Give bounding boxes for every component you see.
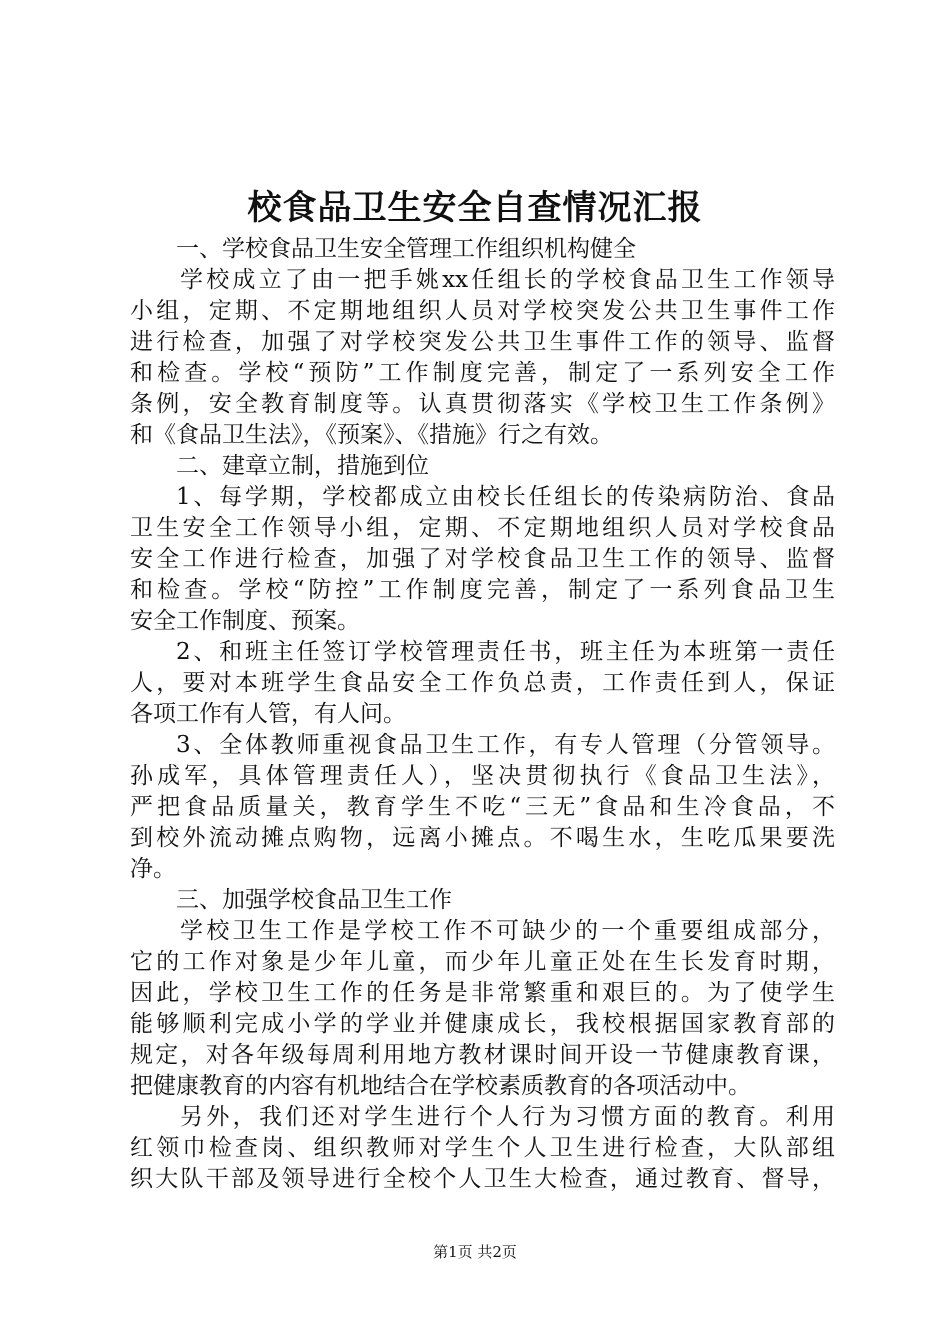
paragraph-line: 进行检查，加强了对学校突发公共卫生事件工作的领导、监督 <box>130 329 835 355</box>
paragraph-line: 和检查。学校“防控”工作制度完善，制定了一系列食品卫生 <box>130 577 835 603</box>
document-title: 校食品卫生安全自查情况汇报 <box>247 188 703 228</box>
section-heading-2: 二、建章立制，措施到位 <box>176 453 429 479</box>
page-number-footer: 第1页 共2页 <box>433 1243 517 1261</box>
paragraph-line: 人，要对本班学生食品安全工作负总责，工作责任到人，保证 <box>130 670 835 696</box>
paragraph-line: 到校外流动摊点购物，远离小摊点。不喝生水，生吃瓜果要洗 <box>130 825 835 851</box>
paragraph-line: 各项工作有人管，有人问。 <box>130 701 406 727</box>
section-heading-1: 一、学校食品卫生安全管理工作组织机构健全 <box>176 236 636 262</box>
paragraph-line: 净。 <box>130 856 176 882</box>
paragraph-line: 3、全体教师重视食品卫生工作，有专人管理（分管领导。 <box>176 732 835 758</box>
paragraph-line: 卫生安全工作领导小组，定期、不定期地组织人员对学校食品 <box>130 515 835 541</box>
paragraph-line: 学校成立了由一把手姚xx任组长的学校食品卫生工作领导 <box>180 267 835 293</box>
paragraph-line: 安全工作制度、预案。 <box>130 608 360 634</box>
paragraph-line: 它的工作对象是少年儿童，而少年儿童正处在生长发育时期， <box>130 949 835 975</box>
paragraph-line: 因此，学校卫生工作的任务是非常繁重和艰巨的。为了使学生 <box>130 980 835 1006</box>
paragraph-line: 1、每学期，学校都成立由校长任组长的传染病防治、食品 <box>176 484 835 510</box>
paragraph-line: 织大队干部及领导进行全校个人卫生大检查，通过教育、督导， <box>130 1166 835 1192</box>
paragraph-line: 红领巾检查岗、组织教师对学生个人卫生进行检查，大队部组 <box>130 1135 835 1161</box>
paragraph-line: 能够顺利完成小学的学业并健康成长，我校根据国家教育部的 <box>130 1011 835 1037</box>
paragraph-line: 学校卫生工作是学校工作不可缺少的一个重要组成部分， <box>180 918 835 944</box>
paragraph-line: 小组，定期、不定期地组织人员对学校突发公共卫生事件工作 <box>130 298 835 324</box>
paragraph-line: 孙成军，具体管理责任人），坚决贯彻执行《食品卫生法》， <box>130 763 835 789</box>
paragraph-line: 条例，安全教育制度等。认真贯彻落实《学校卫生工作条例》 <box>130 391 835 417</box>
paragraph-line: 严把食品质量关，教育学生不吃“三无”食品和生冷食品，不 <box>130 794 835 820</box>
paragraph-line: 安全工作进行检查，加强了对学校食品卫生工作的领导、监督 <box>130 546 835 572</box>
paragraph-line: 把健康教育的内容有机地结合在学校素质教育的各项活动中。 <box>130 1073 751 1099</box>
paragraph-line: 和《食品卫生法》，《预案》、《措施》行之有效。 <box>130 422 613 448</box>
paragraph-line: 2、和班主任签订学校管理责任书，班主任为本班第一责任 <box>176 639 835 665</box>
paragraph-line: 规定，对各年级每周利用地方教材课时间开设一节健康教育课， <box>130 1042 835 1068</box>
paragraph-line: 另外，我们还对学生进行个人行为习惯方面的教育。利用 <box>180 1104 835 1130</box>
document-body <box>130 234 835 1195</box>
section-heading-3: 三、加强学校食品卫生工作 <box>176 887 452 913</box>
paragraph-line: 和检查。学校“预防”工作制度完善，制定了一系列安全工作 <box>130 360 835 386</box>
